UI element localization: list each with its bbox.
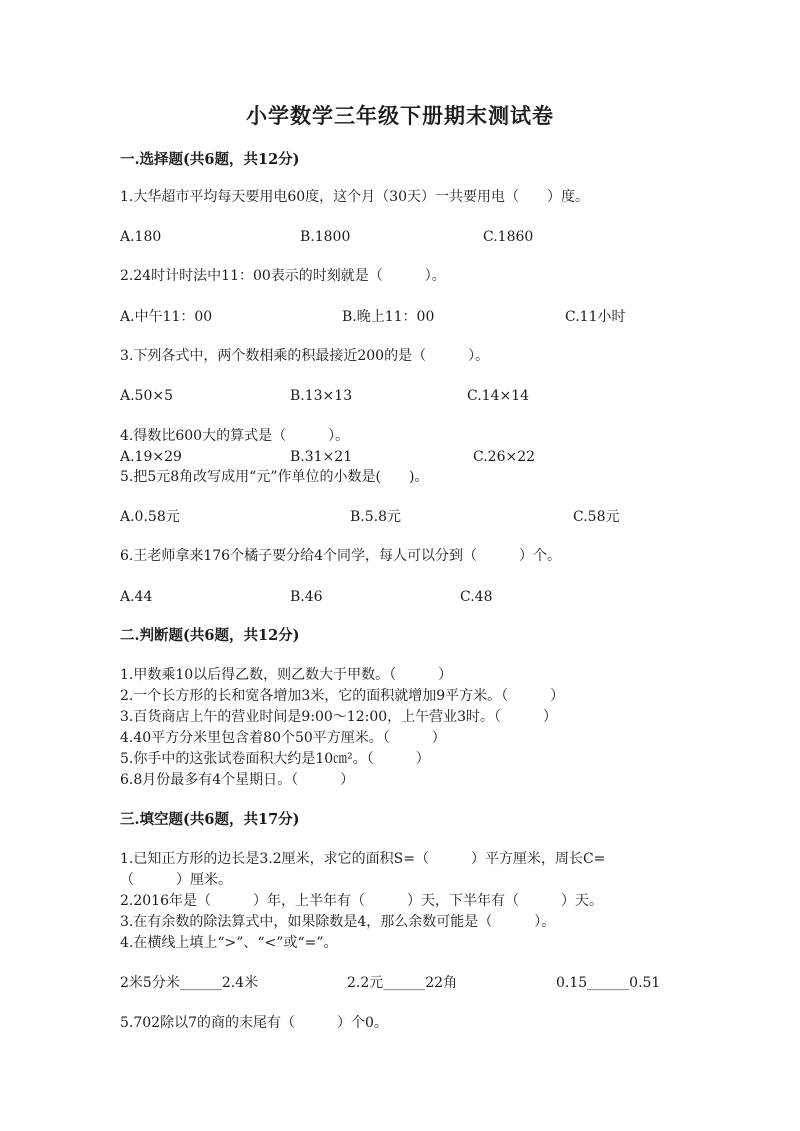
section-heading-fill-blank: 三.填空题(共6题，共17分) xyxy=(120,811,300,828)
section-heading-choice: 一.选择题(共6题，共12分) xyxy=(120,151,300,168)
question-text: 4.在横线上填上“>”、“<”或“=”。 xyxy=(120,935,338,951)
option-b: B.5.8元 xyxy=(350,509,402,525)
comparison-item: 2.2元______22角 xyxy=(347,975,458,991)
page-title: 小学数学三年级下册期末测试卷 xyxy=(246,103,554,128)
option-a: A.19×29 xyxy=(120,449,182,465)
option-a: A.44 xyxy=(120,589,153,605)
option-b: B.46 xyxy=(290,589,323,605)
comparison-item: 0.15______0.51 xyxy=(556,975,661,991)
question-text: 4.得数比600大的算式是（ ）。 xyxy=(120,428,350,444)
question-text: 1.已知正方形的边长是3.2厘米，求它的面积S=（ ）平方厘米，周长C= xyxy=(120,851,606,867)
section-heading-judgement: 二.判断题(共6题，共12分) xyxy=(120,627,300,644)
option-a: A.50×5 xyxy=(120,388,174,404)
statement-text: 6.8月份最多有4个星期日。（ ） xyxy=(120,772,355,788)
option-c: C.58元 xyxy=(573,509,620,525)
option-b: B.1800 xyxy=(300,229,351,245)
option-b: B.晚上11：00 xyxy=(342,309,435,325)
question-text: 2.24时计时法中11：00表示的时刻就是（ ）。 xyxy=(120,268,446,284)
statement-text: 2.一个长方形的长和宽各增加3米，它的面积就增加9平方米。（ ） xyxy=(120,688,565,704)
statement-text: 1.甲数乘10以后得乙数，则乙数大于甲数。（ ） xyxy=(120,667,453,683)
question-text: 6.王老师拿来176个橘子要分给4个同学，每人可以分到（ ）个。 xyxy=(120,548,561,564)
option-b: B.13×13 xyxy=(290,388,353,404)
question-text: 5.702除以7的商的末尾有（ ）个0。 xyxy=(120,1015,388,1031)
option-a: A.中午11：00 xyxy=(120,309,213,325)
question-text: 1.大华超市平均每天要用电60度，这个月（30天）一共要用电（ ）度。 xyxy=(120,189,589,205)
question-text: 2.2016年是（ ）年，上半年有（ ）天，下半年有（ ）天。 xyxy=(120,893,603,909)
comparison-item: 2米5分米______2.4米 xyxy=(120,975,259,991)
option-c: C.26×22 xyxy=(473,449,536,465)
question-text: 5.把5元8角改写成用“元”作单位的小数是( )。 xyxy=(120,469,429,485)
option-c: C.1860 xyxy=(483,229,534,245)
statement-text: 4.40平方分米里包含着80个50平方厘米。（ ） xyxy=(120,730,446,746)
option-b: B.31×21 xyxy=(290,449,353,465)
option-c: C.48 xyxy=(460,589,493,605)
option-c: C.14×14 xyxy=(467,388,530,404)
option-a: A.180 xyxy=(120,229,162,245)
statement-text: 3.百货商店上午的营业时间是9:00～12:00，上午营业3时。（ ） xyxy=(120,709,558,725)
question-text-continued: （ ）厘米。 xyxy=(120,872,232,888)
option-c: C.11小时 xyxy=(565,309,626,325)
question-text: 3.下列各式中，两个数相乘的积最接近200的是（ ）。 xyxy=(120,348,490,364)
statement-text: 5.你手中的这张试卷面积大约是10㎝²。（ ） xyxy=(120,751,430,767)
option-a: A.0.58元 xyxy=(120,509,180,525)
question-text: 3.在有余数的除法算式中，如果除数是4，那么余数可能是（ ）。 xyxy=(120,914,556,930)
